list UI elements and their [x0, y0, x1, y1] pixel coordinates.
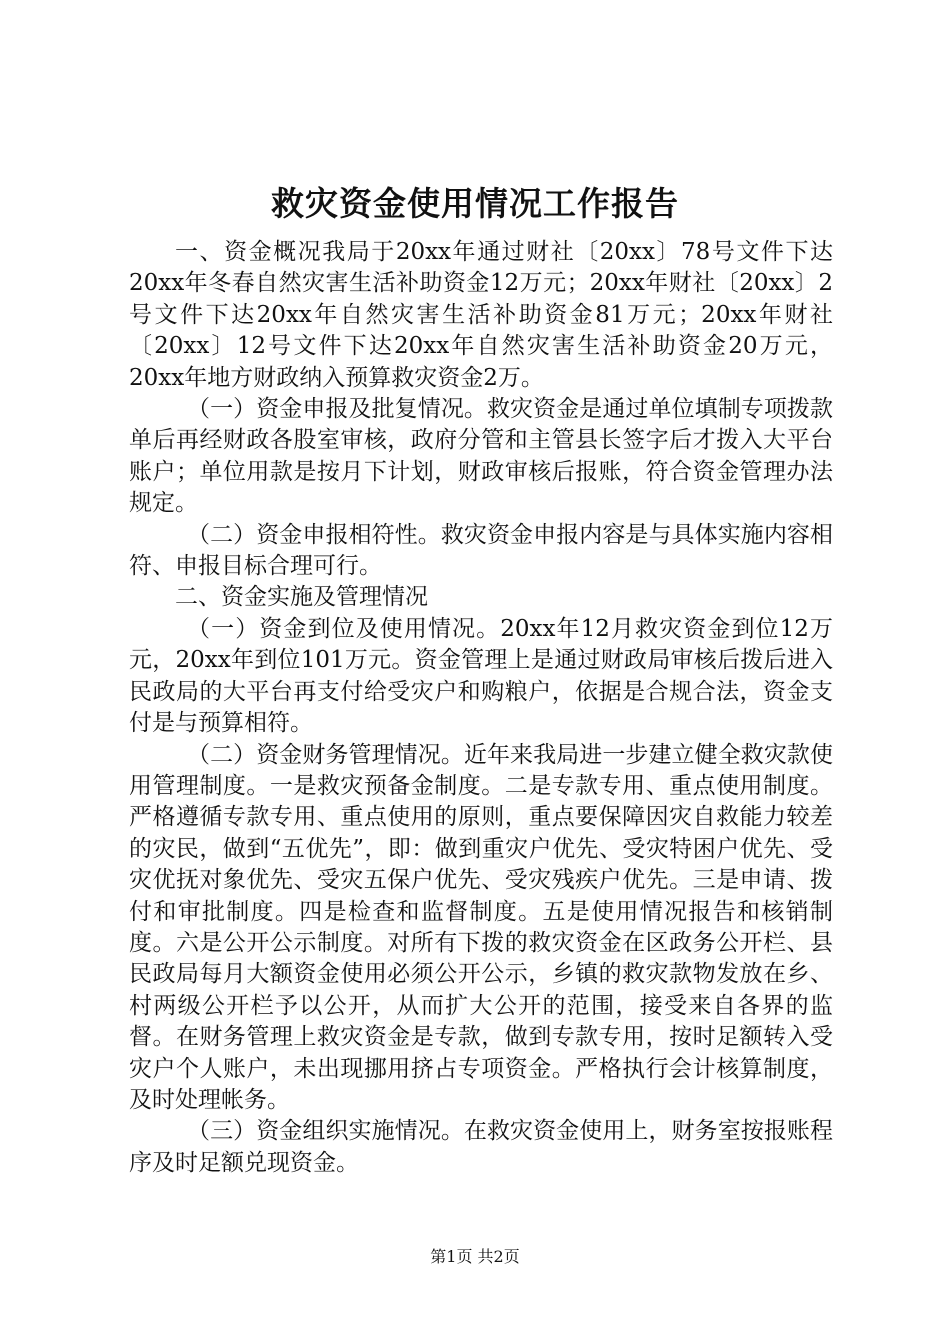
document-title: 救灾资金使用情况工作报告 — [271, 184, 679, 223]
page-number-footer: 第1页 共2页 — [430, 1247, 520, 1266]
paragraph-organization-implementation: （三）资金组织实施情况。在救灾资金使用上，财务室按报账程序及时足额兑现资金。 — [129, 1118, 833, 1176]
section-heading-implementation: 二、资金实施及管理情况 — [175, 584, 428, 611]
document-body — [129, 237, 833, 1179]
paragraph-funds-overview: 一、资金概况我局于20xx年通过财社〔20xx〕78号文件下达20xx年冬春自然灾害生活补助资金12万元；20xx年财社〔20xx〕2号文件下达20xx年自然灾害生活补助资金81万元；20xx年财社〔20xx〕12号文件下达20xx年自然灾害生活补助资金20万元，20xx年地方财政纳入预算救灾资金2万。 — [129, 239, 833, 391]
paragraph-funds-arrival: （一）资金到位及使用情况。20xx年12月救灾资金到位12万元，20xx年到位101万元。资金管理上是通过财政局审核后拨后进入民政局的大平台再支付给受灾户和购粮户，依据是合规合法，资金支付是与预算相符。 — [129, 615, 833, 737]
paragraph-application-approval: （一）资金申报及批复情况。救灾资金是通过单位填制专项拨款单后再经财政各股室审核，政府分管和主管县长签字后才拨入大平台账户；单位用款是按月下计划，财政审核后报账，符合资金管理办法规定。 — [129, 396, 833, 517]
paragraph-financial-management: （二）资金财务管理情况。近年来我局进一步建立健全救灾款使用管理制度。一是救灾预备金制度。二是专款专用、重点使用制度。严格遵循专款专用、重点使用的原则，重点要保障因灾自救能力较差的灾民，做到“五优先”，即：做到重灾户优先、受灾特困户优先、受灾优抚对象优先、受灾五保户优先、受灾残疾户优先。三是申请、拨付和审批制度。四是检查和监督制度。五是使用情况报告和核销制度。六是公开公示制度。对所有下拨的救灾资金在区政务公开栏、县民政局每月大额资金使用必须公开公示，乡镇的救灾款物发放在乡、村两级公开栏予以公开，从而扩大公开的范围，接受来自各界的监督。在财务管理上救灾资金是专款，做到专款专用，按时足额转入受灾户个人账户，未出现挪用挤占专项资金。严格执行会计核算制度，及时处理帐务。 — [129, 741, 833, 1113]
paragraph-application-conformity: （二）资金申报相符性。救灾资金申报内容是与具体实施内容相符、申报目标合理可行。 — [129, 521, 833, 580]
